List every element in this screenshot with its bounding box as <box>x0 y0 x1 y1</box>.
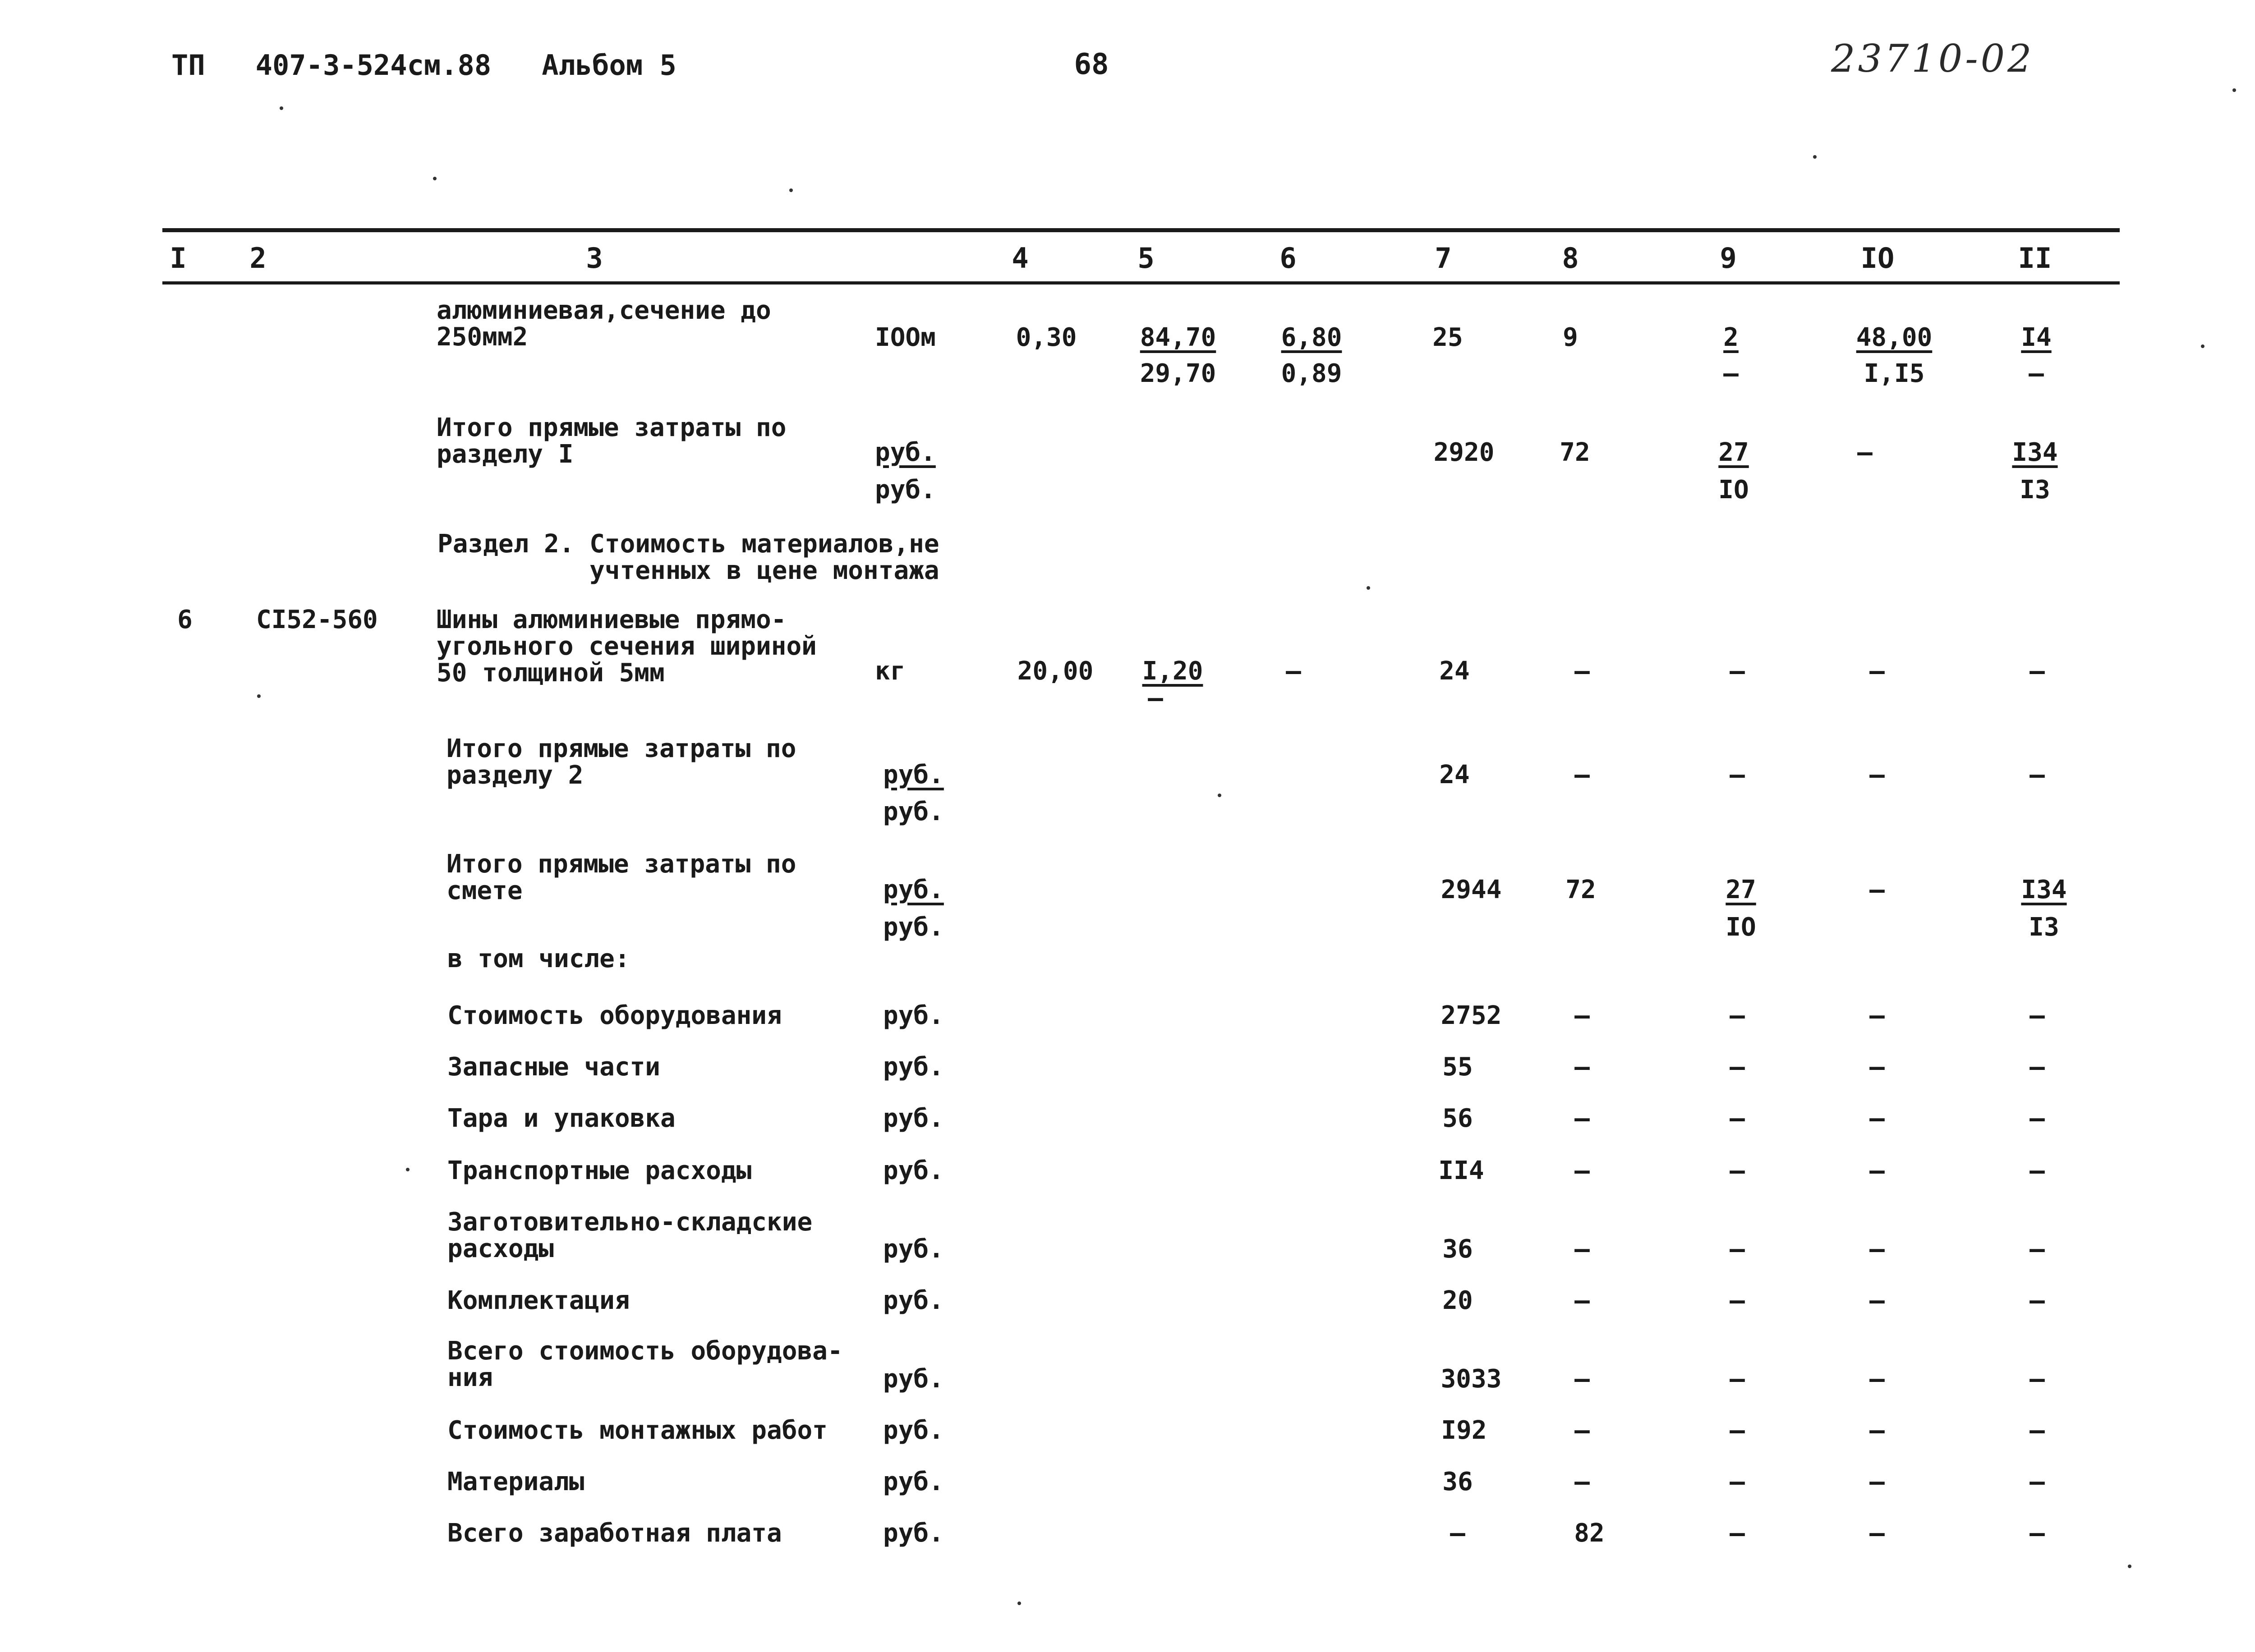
cell-col10: – <box>1869 656 1885 686</box>
col-head-8: 8 <box>1562 242 1579 275</box>
item-name: Всего стоимость оборудова- ния <box>447 1336 843 1392</box>
cell-col10: – <box>1869 1001 1885 1030</box>
cell-col11-sub: I3 <box>2020 475 2050 505</box>
item-name: Запасные части <box>447 1052 661 1082</box>
cell-col11: – <box>2030 1364 2045 1394</box>
cell-col11: – <box>2030 1467 2045 1496</box>
scan-speck <box>406 1168 410 1171</box>
cell-col9-sub: IO <box>1726 913 1756 942</box>
item-name: Стоимость монтажных работ <box>447 1416 828 1445</box>
item-unit-sub: руб. <box>875 475 936 505</box>
cell-col7: I92 <box>1441 1416 1487 1445</box>
cell-col11: – <box>2030 1234 2045 1264</box>
col-head-2: 2 <box>249 242 267 275</box>
section-heading: Раздел 2. Стоимость материалов,не учтенных в цене монтажа <box>437 529 939 585</box>
scan-speck <box>1218 794 1221 797</box>
cell-col9: – <box>1730 760 1745 789</box>
cell-col9: – <box>1730 1001 1745 1030</box>
cell-col7: II4 <box>1438 1156 1484 1185</box>
scan-speck <box>1017 1602 1021 1605</box>
subtotal-label: Итого прямые затраты по разделу I <box>437 413 787 469</box>
cell-col11: – <box>2030 656 2045 686</box>
cell-col7: 2944 <box>1440 875 1502 904</box>
cell-col11: – <box>2030 1286 2045 1315</box>
cell-col6: – <box>1286 656 1301 686</box>
cell-col9: – <box>1730 1234 1745 1264</box>
cell-col10: – <box>1869 1052 1885 1082</box>
cell-col8: – <box>1574 1286 1590 1315</box>
item-unit-sub: руб. <box>883 913 944 942</box>
cell-col9: 27 <box>1726 875 1756 904</box>
item-name: Транспортные расходы <box>447 1156 752 1185</box>
including-label: в том числе: <box>447 944 630 973</box>
cell-col7: 56 <box>1442 1104 1473 1133</box>
cell-col4: 0,30 <box>1016 323 1077 352</box>
cell-col7: 2752 <box>1440 1001 1502 1030</box>
cell-col11: I34 <box>2012 438 2058 467</box>
item-name: Материалы <box>447 1467 584 1496</box>
cell-col9: – <box>1730 1104 1745 1133</box>
cell-col10: – <box>1869 1286 1885 1315</box>
col-head-10: IO <box>1860 242 1895 275</box>
item-unit: IOOм <box>875 323 936 352</box>
cell-col7: – <box>1450 1519 1465 1548</box>
col-head-4: 4 <box>1012 242 1029 275</box>
cell-col11: – <box>2030 1416 2045 1445</box>
cell-col10: 48,00 <box>1856 323 1933 352</box>
cell-col11: – <box>2030 1156 2045 1185</box>
item-code: СI52-560 <box>256 605 378 634</box>
cell-col10: – <box>1857 438 1873 467</box>
cell-col8: – <box>1574 1156 1590 1185</box>
item-name: Заготовительно-складские расходы <box>447 1207 813 1263</box>
cell-col7: 36 <box>1442 1467 1473 1496</box>
cell-col8: 9 <box>1563 323 1578 352</box>
col-head-1: I <box>170 242 187 275</box>
scan-speck <box>1367 586 1370 590</box>
cell-col7: 55 <box>1442 1052 1473 1082</box>
col-head-7: 7 <box>1435 242 1452 275</box>
cell-col11: I34 <box>2021 875 2067 904</box>
cell-col8: 82 <box>1574 1519 1605 1548</box>
scan-speck <box>433 177 437 180</box>
item-name: алюминиевая,сечение до 250мм2 <box>437 296 771 352</box>
cell-col10: – <box>1869 1416 1885 1445</box>
cell-col5: I,20 <box>1142 656 1203 686</box>
cell-col8: 72 <box>1560 438 1590 467</box>
cell-col7: 36 <box>1442 1234 1473 1264</box>
cell-col9: – <box>1730 1416 1745 1445</box>
item-unit: руб. <box>883 1467 944 1496</box>
cell-col9: – <box>1730 1467 1745 1496</box>
item-name: Комплектация <box>447 1286 630 1315</box>
scan-speck <box>2232 88 2236 92</box>
cell-col8: – <box>1574 1234 1590 1264</box>
cell-col8: – <box>1574 1416 1590 1445</box>
cell-col11: – <box>2030 1052 2045 1082</box>
handwritten-stamp: 23710-02 <box>1831 37 2034 81</box>
cell-col11: – <box>2030 1104 2045 1133</box>
cell-col8: – <box>1574 1467 1590 1496</box>
cell-col7: 24 <box>1439 656 1470 686</box>
item-unit: руб. <box>883 1234 944 1264</box>
cell-col9-sub: IO <box>1718 475 1749 505</box>
item-number: 6 <box>177 605 193 634</box>
item-unit-sub: руб. <box>883 797 944 826</box>
item-unit: руб. <box>883 1364 944 1394</box>
item-unit: руб. <box>883 760 944 789</box>
cell-col10: – <box>1869 1156 1885 1185</box>
cell-col9: – <box>1730 1519 1745 1548</box>
cell-col5-sub: 29,70 <box>1140 359 1216 388</box>
cell-col11-sub: – <box>2029 359 2044 388</box>
cell-col10: – <box>1869 1519 1885 1548</box>
cell-col4: 20,00 <box>1017 656 1094 686</box>
cell-col11: – <box>2030 1001 2045 1030</box>
cell-col7: 24 <box>1439 760 1470 789</box>
item-unit: руб. <box>883 1104 944 1133</box>
scan-speck <box>1813 155 1817 159</box>
cell-col11: I4 <box>2021 323 2052 352</box>
cell-col9: 2 <box>1723 323 1739 352</box>
col-head-9: 9 <box>1720 242 1737 275</box>
cell-col10: – <box>1869 1104 1885 1133</box>
cell-col6: 6,80 <box>1281 323 1342 352</box>
item-name: Всего заработная плата <box>447 1519 782 1548</box>
cell-col10: – <box>1869 1234 1885 1264</box>
scan-speck <box>789 188 793 192</box>
table-top-rule <box>162 228 2120 232</box>
cell-col7: 25 <box>1432 323 1463 352</box>
subtotal-label: Итого прямые затраты по смете <box>446 849 796 905</box>
cell-col9-sub: – <box>1723 359 1739 388</box>
cell-col10: – <box>1869 875 1885 904</box>
item-unit: руб. <box>883 1156 944 1185</box>
cell-col10-sub: I,I5 <box>1864 359 1925 388</box>
cell-col9: – <box>1730 1364 1745 1394</box>
cell-col9: – <box>1730 656 1745 686</box>
cell-col11: – <box>2030 1519 2045 1548</box>
item-name: Шины алюминиевые прямо- угольного сечения шириной 50 толщиной 5мм <box>437 605 817 688</box>
item-unit: руб. <box>883 1052 944 1082</box>
cell-col8: 72 <box>1565 875 1596 904</box>
item-unit: руб. <box>883 1001 944 1030</box>
item-unit: руб. <box>883 1286 944 1315</box>
cell-col9: 27 <box>1718 438 1749 467</box>
item-name: Тара и упаковка <box>447 1104 676 1133</box>
cell-col10: – <box>1869 1467 1885 1496</box>
cell-col10: – <box>1869 760 1885 789</box>
cell-col8: – <box>1574 656 1590 686</box>
cell-col7: 20 <box>1442 1286 1473 1315</box>
cell-col11-sub: I3 <box>2029 913 2059 942</box>
cell-col8: – <box>1574 1052 1590 1082</box>
cell-col9: – <box>1730 1156 1745 1185</box>
cell-col8: – <box>1574 760 1590 789</box>
scan-speck <box>2201 344 2204 348</box>
cell-col11: – <box>2030 760 2045 789</box>
cell-col9: – <box>1730 1052 1745 1082</box>
item-unit: руб. <box>883 1416 944 1445</box>
scan-speck <box>2128 1565 2131 1568</box>
cell-col7: 2920 <box>1433 438 1495 467</box>
cell-col10: – <box>1869 1364 1885 1394</box>
col-head-6: 6 <box>1279 242 1297 275</box>
cell-col8: – <box>1574 1364 1590 1394</box>
cell-col6-sub: 0,89 <box>1281 359 1342 388</box>
item-unit: кг <box>875 656 906 686</box>
item-unit: руб. <box>883 1519 944 1548</box>
col-head-3: 3 <box>586 242 603 275</box>
document-reference: ТП 407-3-524см.88 Альбом 5 <box>171 49 676 82</box>
scan-speck <box>257 694 261 698</box>
item-unit: руб. <box>883 875 944 904</box>
col-head-11: II <box>2018 242 2052 275</box>
subtotal-label: Итого прямые затраты по разделу 2 <box>446 734 796 790</box>
scan-speck <box>280 106 283 110</box>
cell-col8: – <box>1574 1104 1590 1133</box>
cell-col8: – <box>1574 1001 1590 1030</box>
item-unit: руб. <box>875 438 936 467</box>
table-header-rule <box>162 281 2120 285</box>
item-name: Стоимость оборудования <box>447 1001 782 1030</box>
page-number: 68 <box>1074 48 1109 81</box>
col-head-5: 5 <box>1137 242 1155 275</box>
cell-col5: 84,70 <box>1140 323 1216 352</box>
cell-col7: 3033 <box>1440 1364 1502 1394</box>
cell-col9: – <box>1730 1286 1745 1315</box>
cell-col5-sub: – <box>1148 684 1163 713</box>
